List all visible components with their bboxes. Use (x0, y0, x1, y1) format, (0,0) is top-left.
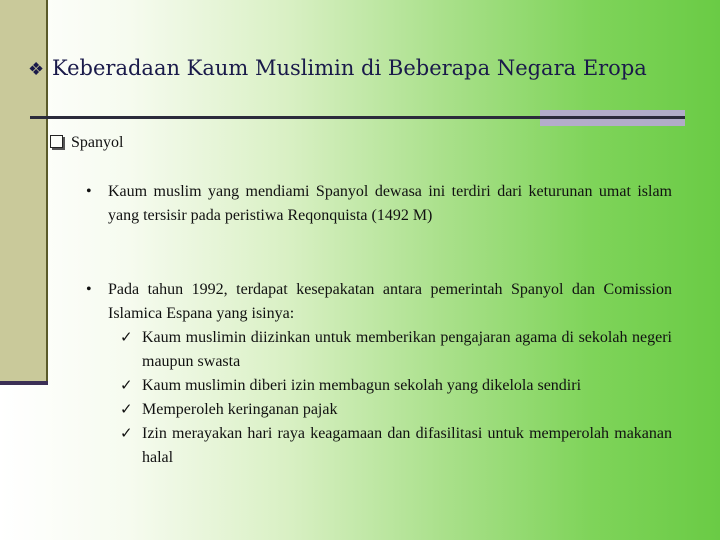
check-item-1 (120, 326, 672, 374)
checkmark-icon: ✓ (120, 426, 133, 442)
checkmark-icon: ✓ (120, 402, 133, 418)
check-item-text: Kaum muslimin diizinkan untuk memberikan pengajaran agama di sekolah negeri maupun swasta (142, 329, 672, 370)
slide-title-text: Keberadaan Kaum Muslimin di Beberapa Negara Eropa (52, 56, 647, 80)
left-decor-base (0, 381, 48, 385)
slide-title (28, 56, 708, 80)
check-item-text: Izin merayakan hari raya keagamaan dan difasilitasi untuk memperolah makanan halal (142, 425, 672, 466)
check-item-text: Memperoleh keringanan pajak (142, 401, 338, 418)
check-item-text: Kaum muslimin diberi izin membagun sekolah yang dikelola sendiri (142, 377, 582, 394)
check-item-2 (120, 374, 672, 398)
checkmark-icon: ✓ (120, 330, 133, 346)
round-bullet-icon: • (86, 183, 92, 200)
check-item-3 (120, 398, 672, 422)
checkbox-bullet-icon (50, 135, 63, 148)
section-heading-text: Spanyol (71, 134, 124, 151)
bullet-item-text: Kaum muslim yang mendiami Spanyol dewasa ini terdiri dari keturunan umat islam yang tersisir pada peristiwa Reqonquista (1492 M) (108, 183, 672, 224)
bullet-item-2 (86, 278, 672, 326)
diamond-bullet-icon: ❖ (28, 59, 45, 80)
round-bullet-icon: • (86, 281, 92, 298)
check-item-4 (120, 422, 672, 470)
section-heading (50, 134, 123, 152)
divider-accent-line (540, 116, 685, 119)
check-list (120, 326, 672, 470)
bullet-item-1 (86, 180, 672, 228)
bullet-item-text: Pada tahun 1992, terdapat kesepakatan antara pemerintah Spanyol dan Comission Islamica Espana yang isinya: (108, 281, 672, 322)
checkmark-icon: ✓ (120, 378, 133, 394)
